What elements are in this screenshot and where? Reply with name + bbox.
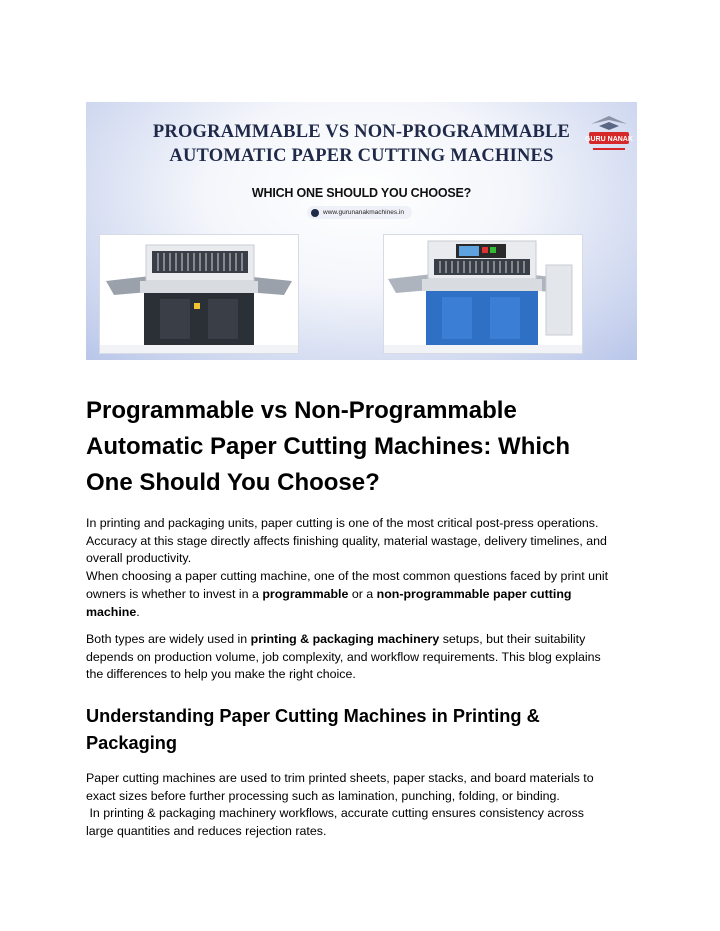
text-run: or a — [348, 586, 377, 601]
banner-title-line-2: AUTOMATIC PAPER CUTTING MACHINES — [169, 146, 554, 166]
bold-term-programmable: programmable — [262, 586, 349, 601]
article-title — [86, 393, 646, 501]
article-title-line: Programmable vs Non-Programmable — [86, 397, 517, 424]
paragraph-line: Paper cutting machines are used to trim printed sheets, paper stacks, and board materials to — [86, 771, 594, 785]
company-logo — [583, 110, 635, 158]
banner-website-pill — [307, 206, 412, 219]
intro-paragraph — [86, 515, 646, 621]
paragraph-line: overall productivity. — [86, 551, 192, 566]
paragraph-line: Accuracy at this stage directly affects finishing quality, material wastage, delivery timelines, and — [86, 533, 607, 548]
banner-website-text: www.gurunanakmachines.in — [323, 209, 404, 216]
paragraph-line: large quantities and reduces rejection rates. — [86, 824, 327, 839]
paragraph-line: exact sizes before further processing such as lamination, punching, folding, or binding. — [86, 788, 560, 803]
text-run: owners is whether to invest in a — [86, 586, 263, 601]
paragraph-line — [86, 604, 646, 622]
section-heading — [86, 703, 646, 756]
paragraph-line: When choosing a paper cutting machine, one of the most common questions faced by print unit — [86, 569, 609, 584]
paragraph-line: In printing & packaging machinery workflows, accurate cutting ensures consistency across — [86, 806, 584, 821]
bold-term-machinery: printing & packaging machinery — [250, 632, 440, 646]
section-paragraph — [86, 770, 646, 841]
paragraph-line: the differences to help you make the right choice. — [86, 667, 356, 682]
bold-term-machine: machine — [86, 604, 137, 619]
paragraph-line — [86, 631, 646, 649]
hero-banner-image — [86, 102, 637, 360]
paragraph-line: In printing and packaging units, paper cutting is one of the most critical post-press operations. — [86, 516, 599, 530]
section-heading-line: Packaging — [86, 732, 177, 753]
bold-term-non-programmable: non-programmable paper cutting — [376, 586, 572, 601]
banner-title-line-1: PROGRAMMABLE VS NON-PROGRAMMABLE — [152, 122, 571, 142]
section-heading-line: Understanding Paper Cutting Machines in Printing & — [86, 706, 540, 726]
text-run: setups, but their suitability — [439, 632, 586, 646]
text-run: Both types are widely used in — [86, 632, 251, 646]
globe-icon — [311, 209, 319, 217]
programmable-machine-photo — [383, 234, 583, 354]
paragraph-line — [86, 586, 646, 604]
paragraph-line: depends on production volume, job complexity, and workflow requirements. This blog explains — [86, 649, 601, 664]
text-run: . — [136, 604, 140, 619]
article-title-line: One Should You Choose? — [86, 469, 380, 496]
non-programmable-machine-photo — [99, 234, 299, 354]
article-title-line: Automatic Paper Cutting Machines: Which — [86, 433, 571, 460]
context-paragraph — [86, 631, 646, 684]
logo-text: GURU NANAK — [585, 136, 633, 143]
banner-subtitle: WHICH ONE SHOULD YOU CHOOSE? — [251, 186, 472, 200]
